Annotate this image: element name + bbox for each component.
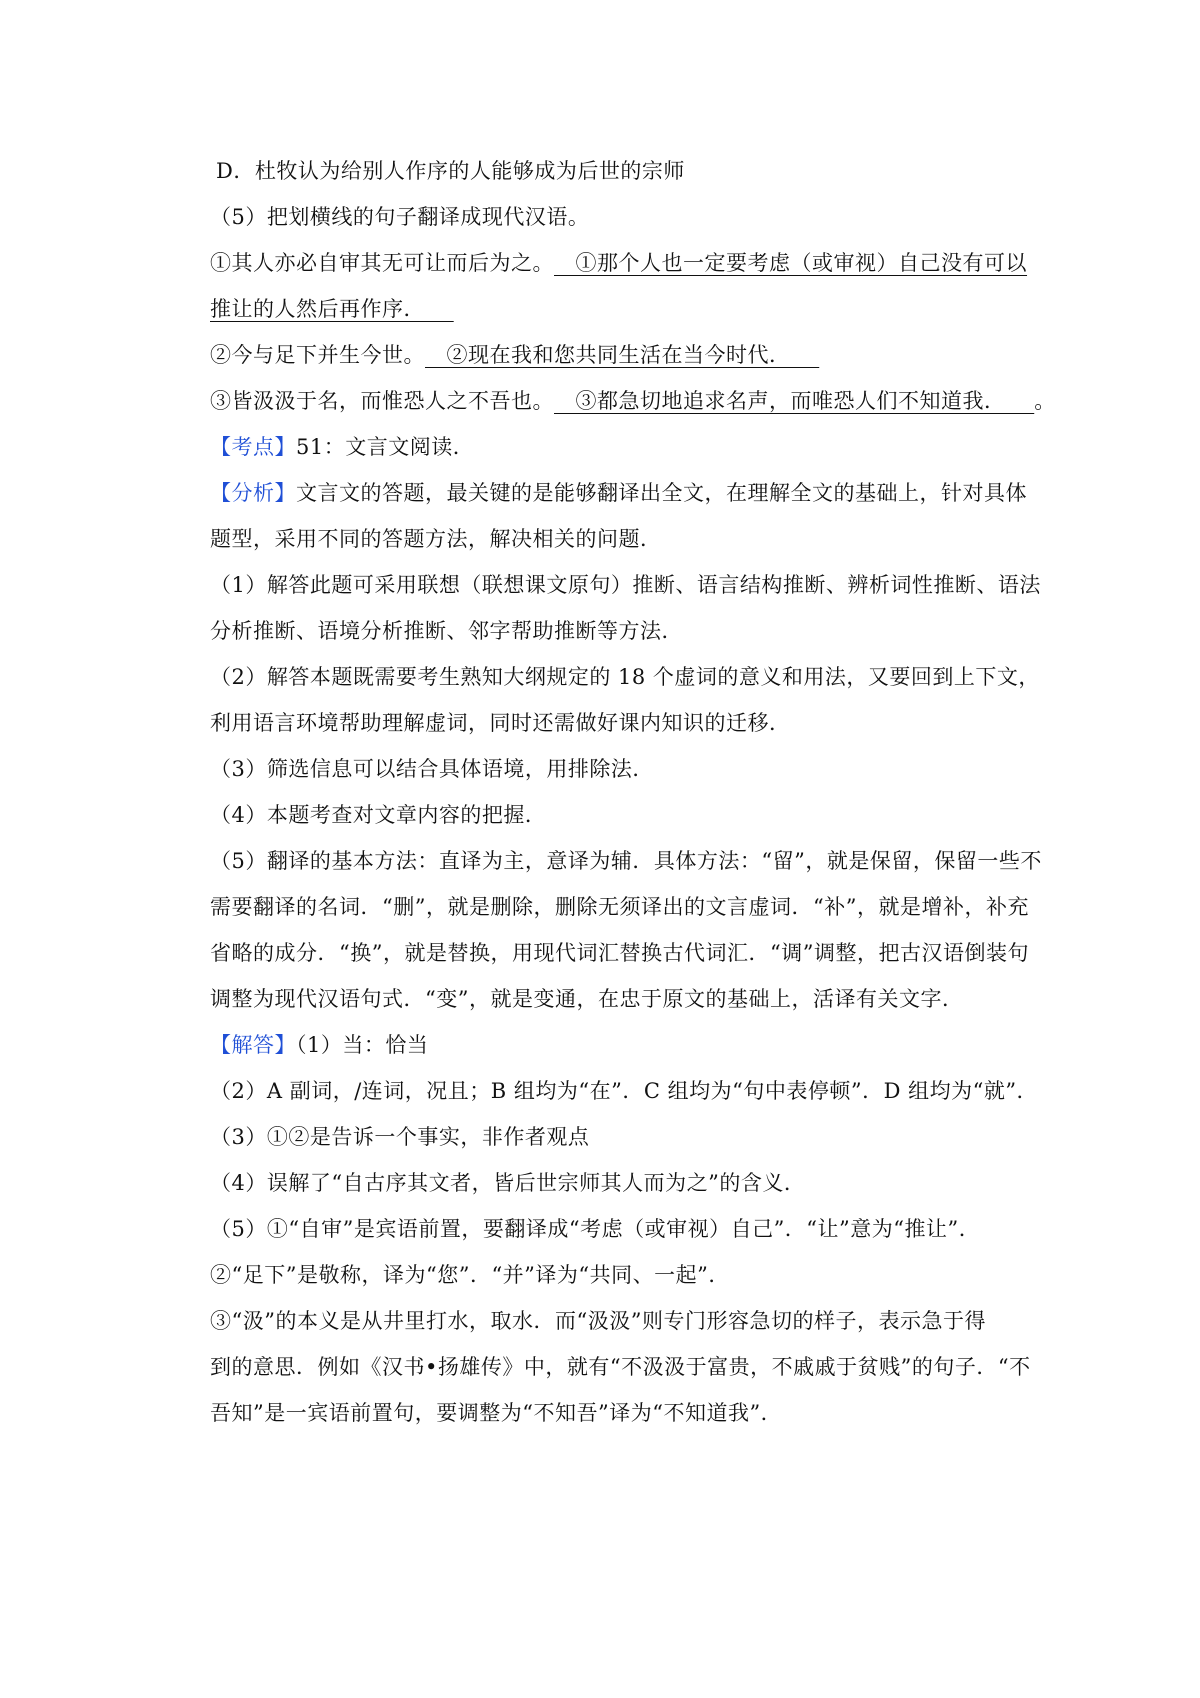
fenxi-p5d: 调整为现代汉语句式．“变”，就是变通，在忠于原文的基础上，活译有关文字． xyxy=(210,987,964,1011)
fenxi-p4: （4）本题考查对文章内容的把握． xyxy=(210,803,547,827)
answer-page xyxy=(210,148,1056,1436)
q5-prompt: （5）把划横线的句子翻译成现代汉语。 xyxy=(210,205,590,229)
jieda-a4: （4）误解了“自古序其文者，皆后世宗师其人而为之”的含义． xyxy=(210,1171,806,1195)
fenxi-tag: 【分析】 xyxy=(210,481,296,505)
q5-s1-answer-a: ①那个人也一定要考虑（或审视）自己没有可以 xyxy=(554,251,1028,275)
q5-s3-answer: ③都急切地追求名声，而唯恐人们不知道我． xyxy=(554,389,1035,413)
q5-s2-answer: ②现在我和您共同生活在当今时代． xyxy=(425,343,820,367)
jieda-a7a: ③“汲”的本义是从井里打水，取水．而“汲汲”则专门形容急切的样子，表示急于得 xyxy=(210,1309,986,1333)
fenxi-line-2: 题型，采用不同的答题方法，解决相关的问题． xyxy=(210,527,662,551)
fenxi-p5a: （5）翻译的基本方法：直译为主，意译为辅．具体方法：“留”，就是保留，保留一些不 xyxy=(210,849,1042,873)
q5-s2-source: ②今与足下并生今世。 xyxy=(210,343,425,367)
jieda-a7c: 吾知”是一宾语前置句，要调整为“不知吾”译为“不知道我”． xyxy=(210,1401,783,1425)
fenxi-p1a: （1）解答此题可采用联想（联想课文原句）推断、语言结构推断、辨析词性推断、语法 xyxy=(210,573,1041,597)
q5-sentence-2 xyxy=(210,332,1028,378)
q5-sentence-1 xyxy=(210,240,1028,286)
fenxi-p5b: 需要翻译的名词．“删”，就是删除，删除无须译出的文言虚词．“补”，就是增补，补充 xyxy=(210,895,1029,919)
kaodian-text: 51：文言文阅读． xyxy=(296,435,475,459)
q5-s3-source: ③皆汲汲于名，而惟恐人之不吾也。 xyxy=(210,389,554,413)
jieda-a3: （3）①②是告诉一个事实，非作者观点 xyxy=(210,1125,590,1149)
q5-s1-answer-b: 推让的人然后再作序． xyxy=(210,297,454,321)
jieda-a2: （2）A 副词，/连词，况且；B 组均为“在”．C 组均为“句中表停顿”．D 组均为“就”． xyxy=(210,1079,1039,1103)
fenxi-p2a: （2）解答本题既需要考生熟知大纲规定的 18 个虚词的意义和用法，又要回到上下文， xyxy=(210,665,1040,689)
fenxi-p1b: 分析推断、语境分析推断、邻字帮助推断等方法． xyxy=(210,619,683,643)
jieda-line-1 xyxy=(210,1022,1028,1068)
jieda-a6: ②“足下”是敬称，译为“您”．“并”译为“共同、一起”． xyxy=(210,1263,730,1287)
jieda-a7b: 到的意思．例如《汉书•扬雄传》中，就有“不汲汲于富贵，不戚戚于贫贱”的句子．“不 xyxy=(210,1355,1031,1379)
kaodian-line xyxy=(210,424,1028,470)
fenxi-p3: （3）筛选信息可以结合具体语境，用排除法． xyxy=(210,757,654,781)
fenxi-p5c: 省略的成分．“换”，就是替换，用现代词汇替换古代词汇．“调”调整，把古汉语倒装句 xyxy=(210,941,1029,965)
q5-sentence-3 xyxy=(210,378,1056,424)
kaodian-tag: 【考点】 xyxy=(210,435,296,459)
jieda-a1: （1）当：恰当 xyxy=(296,1033,429,1057)
fenxi-p2b: 利用语言环境帮助理解虚词，同时还需做好课内知识的迁移． xyxy=(210,711,791,735)
fenxi-text-1: 文言文的答题，最关键的是能够翻译出全文，在理解全文的基础上，针对具体 xyxy=(296,481,1027,505)
q5-s3-end: 。 xyxy=(1034,389,1056,413)
q5-s1-source: ①其人亦必自审其无可让而后为之。 xyxy=(210,251,554,275)
q5-sentence-1-cont xyxy=(210,286,1028,332)
fenxi-line-1 xyxy=(210,470,1028,516)
jieda-a5: （5）①“自审”是宾语前置，要翻译成“考虑（或审视）自己”．“让”意为“推让”． xyxy=(210,1217,981,1241)
option-d: D．杜牧认为给别人作序的人能够成为后世的宗师 xyxy=(216,159,685,183)
jieda-tag: 【解答】 xyxy=(210,1033,296,1057)
